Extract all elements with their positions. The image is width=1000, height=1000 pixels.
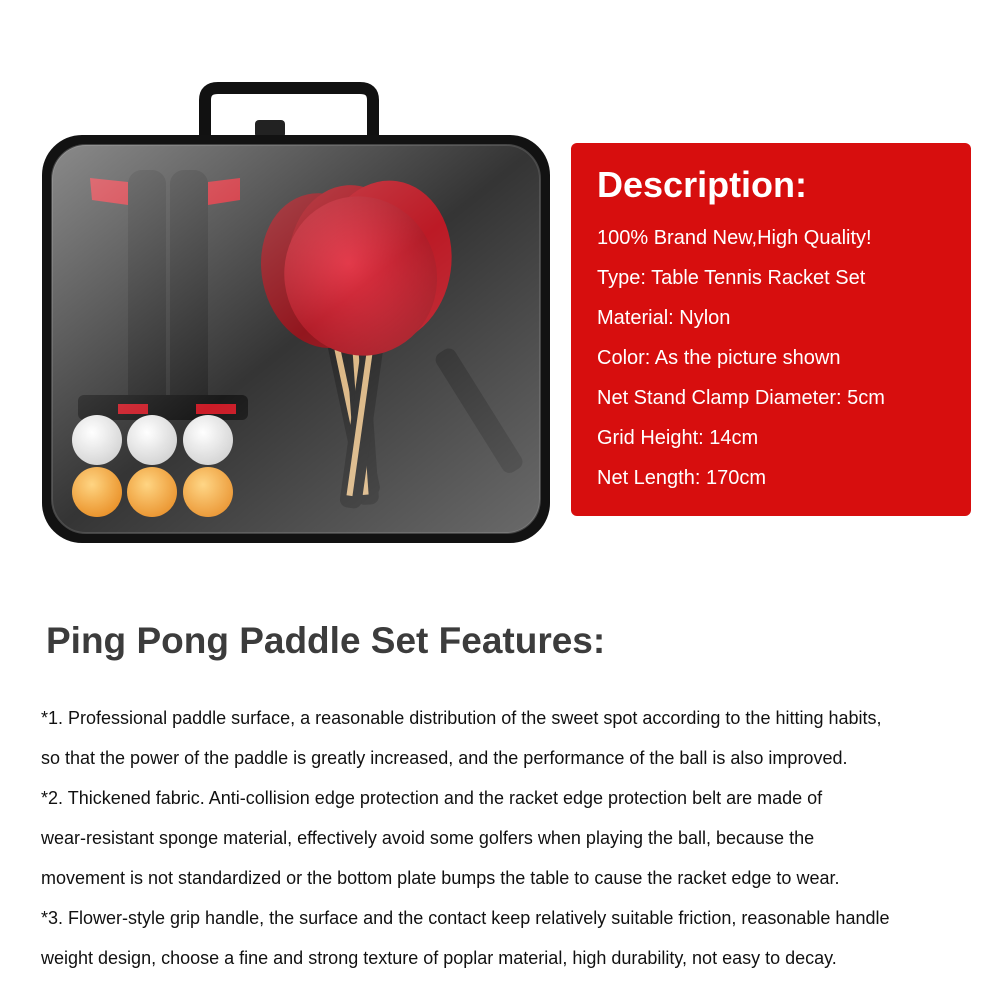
feature-line: *2. Thickened fabric. Anti-collision edge protection and the racket edge protection belt are made of <box>41 788 823 808</box>
feature-line: so that the power of the paddle is greatly increased, and the performance of the ball is also improved. <box>41 748 848 768</box>
description-title: Description: <box>597 164 808 205</box>
description-line: Material: Nylon <box>597 307 731 329</box>
transparent-cover <box>52 145 540 533</box>
product-image <box>30 80 560 550</box>
description-card <box>571 143 971 516</box>
features-body <box>41 698 991 978</box>
features-title: Ping Pong Paddle Set Features: <box>46 620 606 661</box>
description-line: Net Length: 170cm <box>597 467 766 489</box>
feature-line: *3. Flower-style grip handle, the surface and the contact keep relatively suitable friction, reasonable handle <box>41 908 890 928</box>
description-line: Net Stand Clamp Diameter: 5cm <box>597 387 885 409</box>
description-line: 100% Brand New,High Quality! <box>597 227 872 249</box>
description-line: Color: As the picture shown <box>597 347 841 369</box>
feature-line: *1. Professional paddle surface, a reasonable distribution of the sweet spot according to the hitting habits, <box>41 708 882 728</box>
description-line: Type: Table Tennis Racket Set <box>597 267 866 289</box>
feature-line: weight design, choose a fine and strong texture of poplar material, high durability, not easy to decay. <box>41 948 837 968</box>
feature-line: movement is not standardized or the bottom plate bumps the table to cause the racket edge to wear. <box>41 868 840 888</box>
feature-line: wear-resistant sponge material, effectively avoid some golfers when playing the ball, because the <box>41 828 815 848</box>
bag-handle <box>205 88 373 138</box>
description-line: Grid Height: 14cm <box>597 427 759 449</box>
